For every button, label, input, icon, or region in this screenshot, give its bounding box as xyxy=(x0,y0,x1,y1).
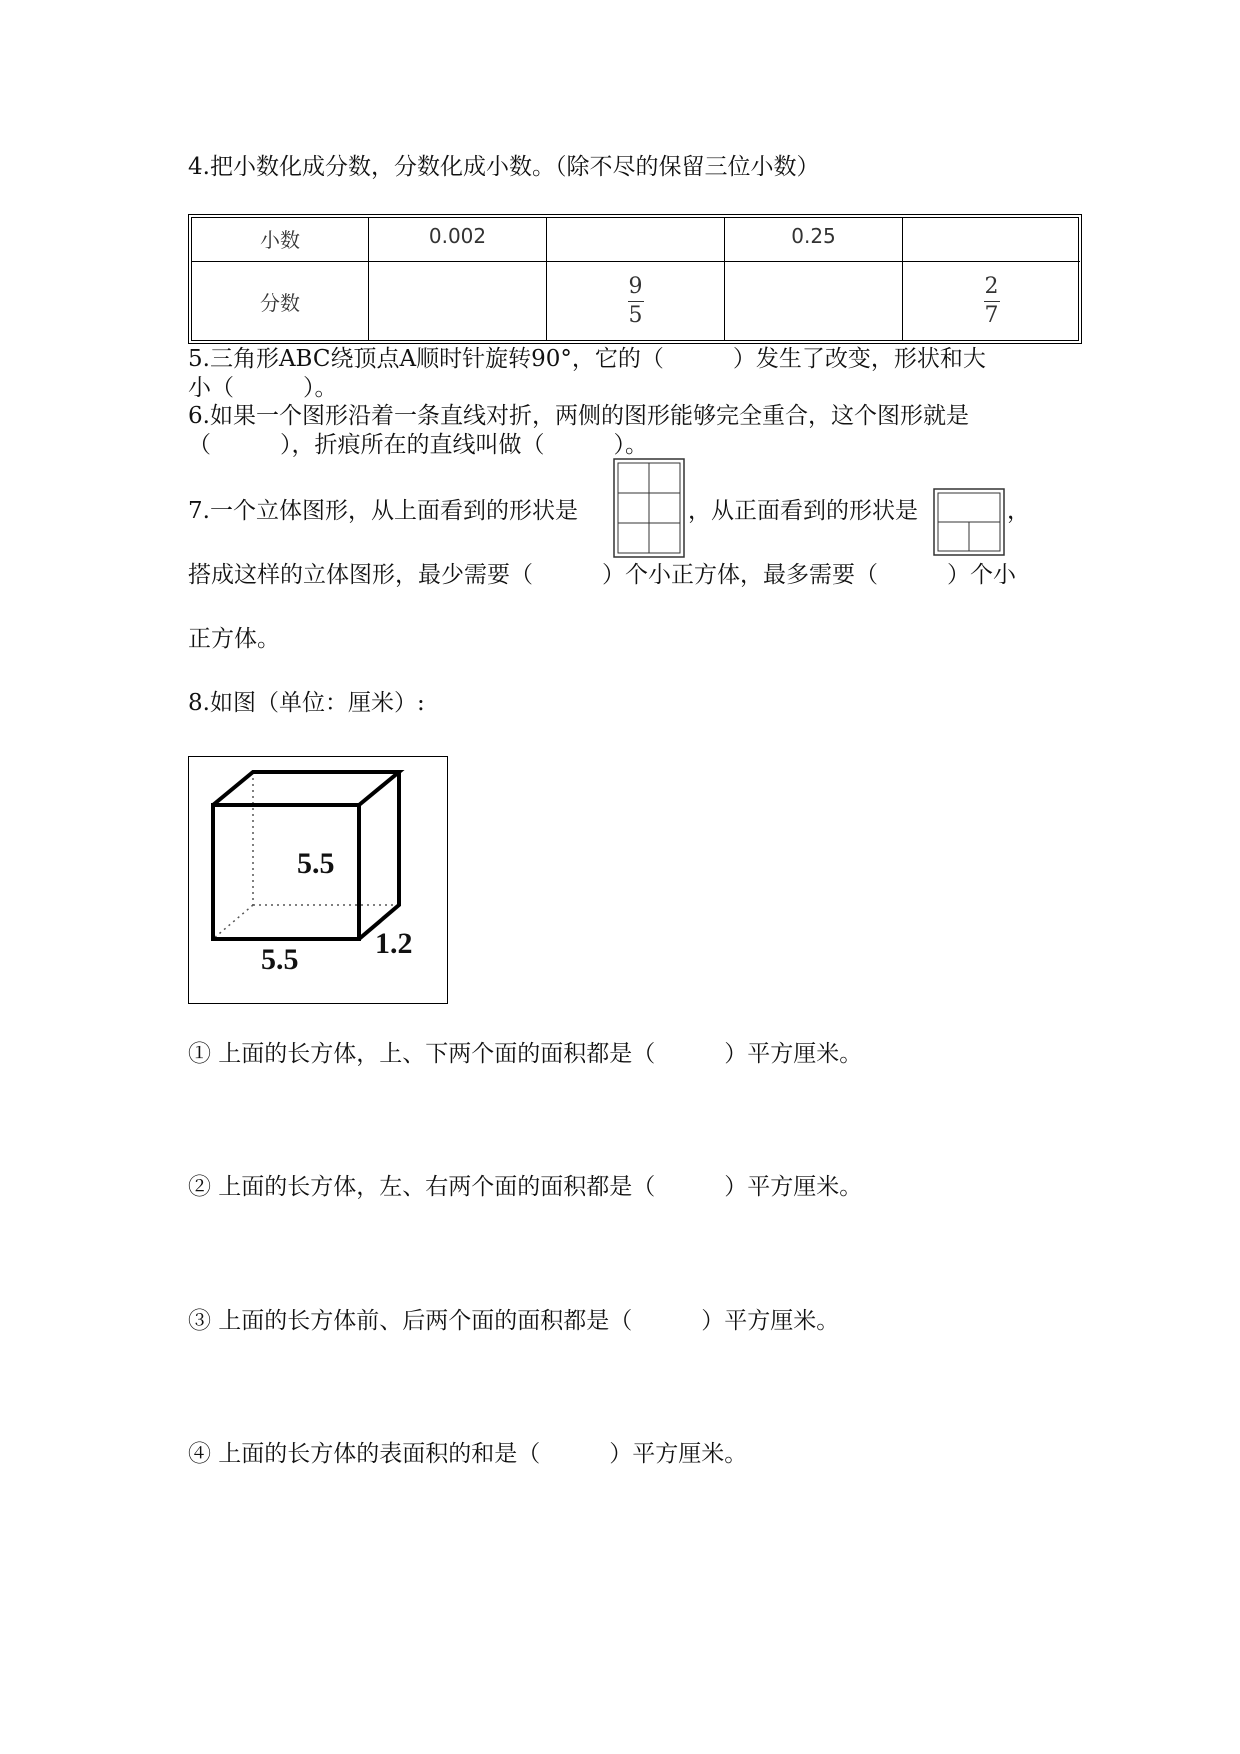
fraction-numerator: 2 xyxy=(984,273,999,299)
q6-line2: （ ），折痕所在的直线叫做（ ）。 xyxy=(188,432,648,458)
top-view-grid-icon xyxy=(613,458,685,558)
q8-sub3: ③ 上面的长方体前、后两个面的面积都是（ ）平方厘米。 xyxy=(188,1308,840,1334)
q4-text: 4.把小数化成分数，分数化成小数。（除不尽的保留三位小数） xyxy=(188,154,820,180)
height-label: 5.5 xyxy=(297,847,335,880)
table-cell-fraction-4 xyxy=(903,262,1080,340)
table-cell-decimal-4[interactable] xyxy=(903,218,1080,262)
q8-sub1: ① 上面的长方体，上、下两个面的面积都是（ ）平方厘米。 xyxy=(188,1041,863,1067)
table-header-decimal: 小数 xyxy=(192,218,369,262)
q8-text: 8.如图（单位：厘米）: xyxy=(188,690,425,716)
fraction-numerator: 9 xyxy=(628,273,643,299)
table-cell-decimal-1: 0.002 xyxy=(369,218,547,262)
depth-label: 1.2 xyxy=(375,927,413,960)
fraction-bar xyxy=(628,301,644,302)
q5-line1: 5.三角形ABC绕顶点A顺时针旋转90°，它的（ ）发生了改变，形状和大 xyxy=(188,346,986,372)
q7-part2: ，从正面看到的形状是 xyxy=(688,498,918,524)
table-cell-fraction-2 xyxy=(547,262,725,340)
width-label: 5.5 xyxy=(261,943,299,976)
fraction-2-7 xyxy=(984,275,1000,328)
fraction-bar xyxy=(984,301,1000,302)
table-cell-decimal-2[interactable] xyxy=(547,218,725,262)
q6-line1: 6.如果一个图形沿着一条直线对折，两侧的图形能够完全重合，这个图形就是 xyxy=(188,403,969,429)
q5-line2: 小（ ）。 xyxy=(188,375,338,401)
fraction-9-5 xyxy=(628,275,644,328)
q8-sub4: ④ 上面的长方体的表面积的和是（ ）平方厘米。 xyxy=(188,1441,748,1467)
q7-line3: 正方体。 xyxy=(188,626,280,652)
q7-part1: 7.一个立体图形，从上面看到的形状是 xyxy=(188,498,578,524)
table-cell-decimal-3: 0.25 xyxy=(725,218,903,262)
table-cell-fraction-1[interactable] xyxy=(369,262,547,340)
q7-part3: ， xyxy=(1007,498,1030,524)
cuboid-figure xyxy=(188,756,448,1004)
front-view-grid-icon xyxy=(933,488,1005,556)
table-cell-fraction-3[interactable] xyxy=(725,262,903,340)
fraction-denominator: 5 xyxy=(628,302,643,328)
fraction-denominator: 7 xyxy=(984,302,999,328)
q8-sub2: ② 上面的长方体，左、右两个面的面积都是（ ）平方厘米。 xyxy=(188,1174,863,1200)
q7-line2: 搭成这样的立体图形，最少需要（ ）个小正方体，最多需要（ ）个小 xyxy=(188,562,1016,588)
table-header-fraction: 分数 xyxy=(192,262,369,340)
conversion-table xyxy=(188,214,1082,344)
